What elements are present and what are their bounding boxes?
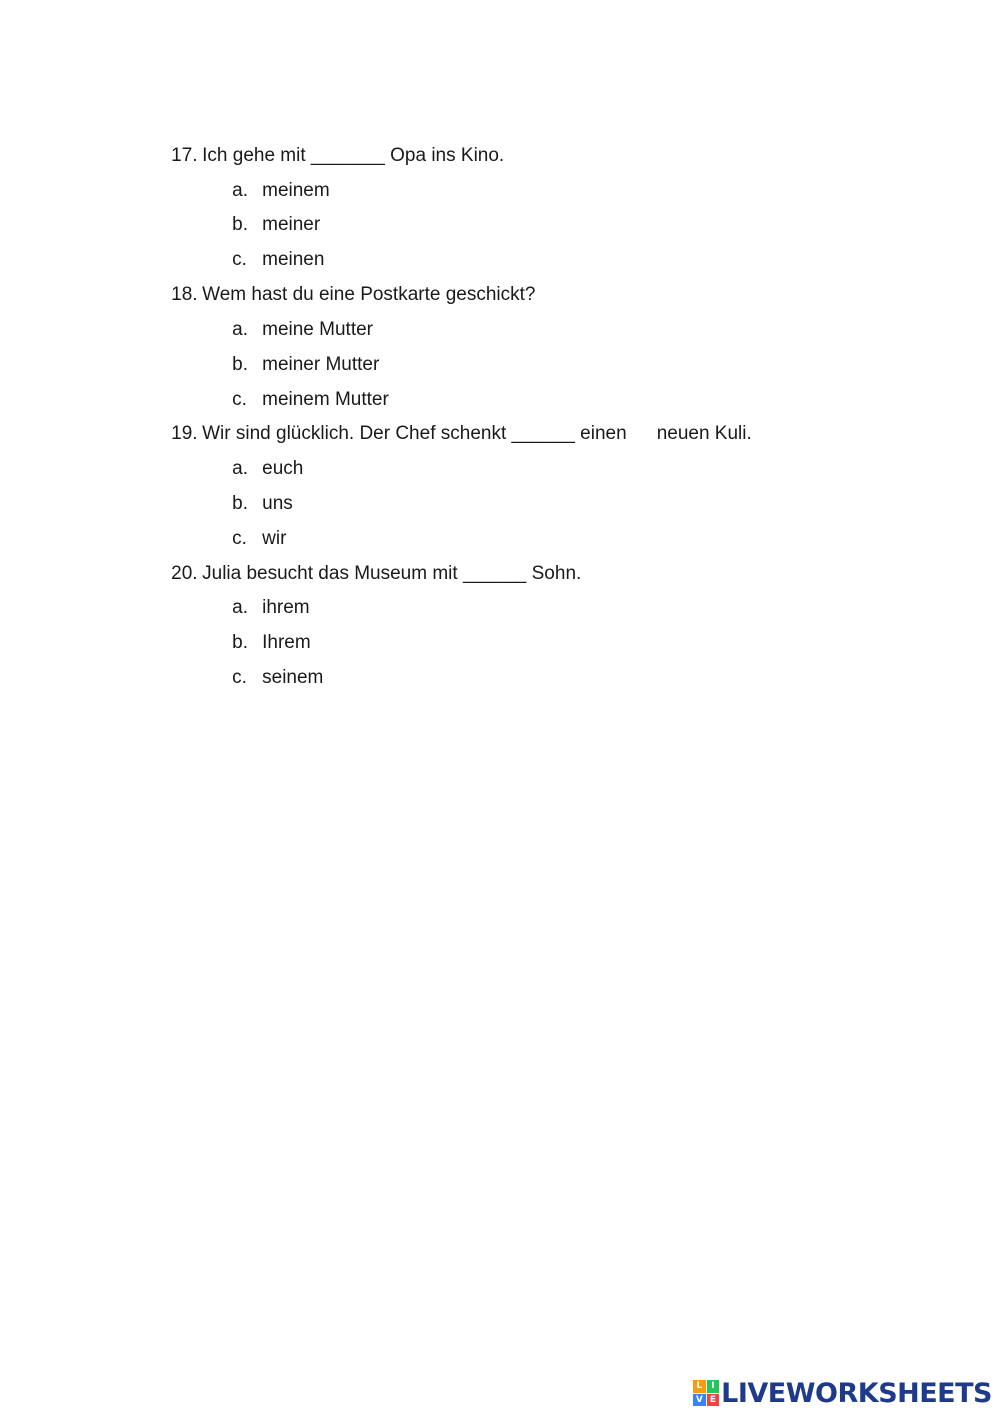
question-20-option-c[interactable] [211,642,323,714]
logo-tile: E [707,1394,720,1407]
option-letter: a. [232,597,248,618]
option-text: uns [262,493,293,514]
logo-tile: L [693,1380,706,1393]
option-text: wir [262,528,287,549]
question-text: Julia besucht das Museum mit ______ Sohn. [202,563,582,584]
question-number: 17. [171,145,198,166]
option-text: meine Mutter [262,319,373,340]
option-letter: c. [232,667,247,688]
option-letter: c. [232,389,247,410]
option-text: meinem [262,180,330,201]
question-text-end: neuen Kuli. [656,423,752,444]
logo-wordmark: LIVEWORKSHEETS [721,1377,992,1409]
option-letter: c. [232,249,247,270]
option-letter: b. [232,493,248,514]
option-letter: c. [232,528,247,549]
option-text: Ihrem [262,632,311,653]
option-text: meiner [262,214,321,235]
option-letter: b. [232,632,248,653]
question-text: Wir sind glücklich. Der Chef schenkt ______ einen [202,423,627,444]
question-number: 20. [171,563,198,584]
option-text: meinem Mutter [262,389,389,410]
option-letter: a. [232,180,248,201]
question-text: Wem hast du eine Postkarte geschickt? [202,284,536,305]
option-letter: b. [232,214,248,235]
liveworksheets-logo [693,1378,992,1408]
option-text: euch [262,458,304,479]
option-text: ihrem [262,597,310,618]
option-text: meinen [262,249,325,270]
option-text: meiner Mutter [262,354,380,375]
question-number: 19. [171,423,198,444]
liveworksheets-logo-icon [693,1380,719,1406]
option-letter: b. [232,354,248,375]
question-text: Ich gehe mit _______ Opa ins Kino. [202,145,505,166]
question-number: 18. [171,284,198,305]
option-letter: a. [232,319,248,340]
logo-tile: V [693,1394,706,1407]
option-text: seinem [262,667,324,688]
logo-tile: I [707,1380,720,1393]
option-letter: a. [232,458,248,479]
